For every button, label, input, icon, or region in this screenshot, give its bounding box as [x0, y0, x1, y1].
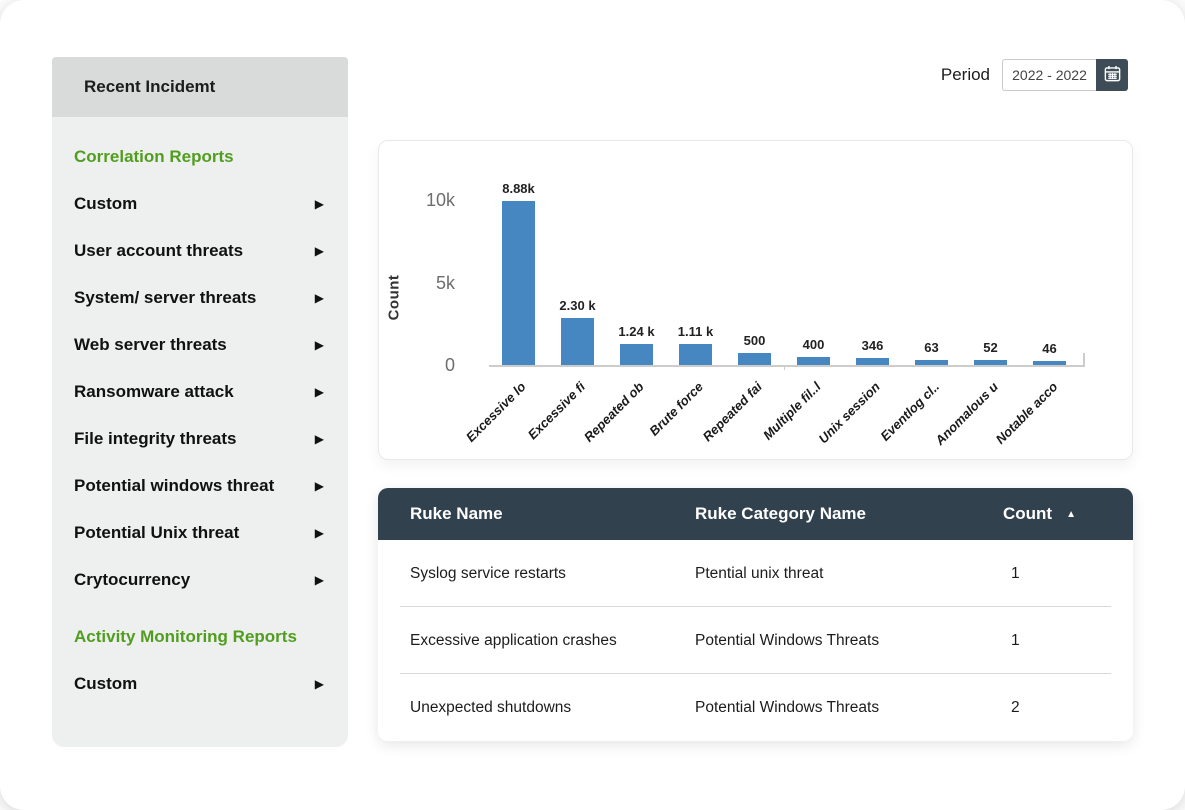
chevron-right-icon: ▶ — [314, 290, 324, 305]
cell-rule-category: Potential Windows Threats — [695, 631, 880, 649]
sidebar-item-crytocurrency[interactable] — [74, 556, 326, 603]
section-title-correlation-reports: Correlation Reports — [74, 146, 234, 166]
x-tick-label: Excessive lo — [463, 379, 530, 445]
cell-rule-name: Unexpected shutdowns — [410, 698, 572, 716]
x-tick-label: Notable acco — [992, 379, 1061, 447]
bar-value-label: 52 — [983, 340, 998, 355]
sidebar-item-label: File integrity threats — [74, 428, 237, 448]
bar-slot — [607, 200, 666, 365]
cell-rule-name: Syslog service restarts — [410, 564, 566, 582]
x-tick-label: Anomalous u — [932, 379, 1002, 448]
bar-slot — [666, 200, 725, 365]
sidebar-item-label: Potential windows threat — [74, 475, 275, 495]
bar-multiple-fil-l[interactable] — [797, 357, 830, 365]
sidebar-item-label: Web server threats — [74, 334, 227, 354]
calendar-button[interactable] — [1096, 59, 1128, 91]
bar-excessive-fi[interactable] — [561, 318, 594, 365]
y-tick-label: 10k — [425, 190, 455, 210]
column-header-label: Count — [1003, 504, 1053, 523]
column-header-label: Ruke Category Name — [695, 504, 867, 523]
x-tick-label: Brute force — [646, 379, 707, 439]
y-axis-ticks — [415, 190, 463, 375]
bar-value-label: 1.24 k — [618, 324, 655, 339]
x-tick-label: Eventlog cl.. — [877, 379, 943, 444]
sidebar-item-web-server-threats[interactable] — [74, 321, 326, 368]
x-axis-mid-tick — [784, 365, 785, 370]
chevron-right-icon: ▶ — [314, 196, 324, 211]
cell-rule-category: Ptential unix threat — [695, 564, 824, 582]
bar-value-label: 8.88k — [502, 181, 535, 196]
sidebar-title: Recent Incidemt — [84, 77, 216, 96]
rule-count-table-card — [378, 488, 1133, 741]
y-axis-title: Count — [385, 274, 403, 321]
x-tick-label: Repeated fai — [699, 379, 766, 445]
bar-value-label: 400 — [802, 337, 825, 352]
bar-value-label: 346 — [861, 338, 884, 353]
chevron-right-icon: ▶ — [314, 572, 324, 587]
bar-value-label: 46 — [1042, 341, 1057, 356]
sidebar-item-custom[interactable] — [74, 660, 326, 707]
cell-rule-category: Potential Windows Threats — [695, 698, 880, 716]
sidebar-item-ransomware-attack[interactable] — [74, 368, 326, 415]
x-axis-labels — [463, 371, 1079, 459]
sidebar-item-label: Ransomware attack — [74, 381, 234, 401]
sort-asc-icon: ▲ — [1066, 508, 1076, 520]
cell-count: 1 — [1011, 564, 1020, 582]
table-body — [378, 540, 1133, 741]
sidebar-item-label: Custom — [74, 193, 138, 213]
bar-unix-session[interactable] — [856, 358, 889, 365]
sidebar-item-label: Potential Unix threat — [74, 522, 240, 542]
bar-repeated-ob[interactable] — [620, 344, 653, 365]
x-tick-label: Unix session — [815, 379, 884, 447]
incident-bar-chart-card — [378, 140, 1133, 460]
cell-count: 2 — [1011, 698, 1020, 716]
bar-excessive-lo[interactable] — [502, 201, 535, 365]
sidebar-item-label: Crytocurrency — [74, 569, 191, 589]
bar-slot — [843, 200, 902, 365]
sidebar-item-file-integrity-threats[interactable] — [74, 415, 326, 462]
sidebar-item-system-server-threats[interactable] — [74, 274, 326, 321]
x-tick-label: Multiple fil..l — [760, 379, 825, 443]
sidebar-item-label: User account threats — [74, 240, 244, 260]
cell-rule-name: Excessive application crashes — [410, 631, 617, 649]
sidebar-item-label: Custom — [74, 673, 138, 693]
chevron-right-icon: ▶ — [314, 431, 324, 446]
sidebar — [52, 57, 348, 747]
bar-value-label: 500 — [743, 333, 766, 348]
y-tick-label: 5k — [435, 273, 455, 293]
sidebar-nav — [52, 117, 348, 707]
x-axis-end-tick — [1083, 353, 1085, 365]
bar-slot — [784, 200, 843, 365]
column-header-label: Ruke Name — [410, 504, 503, 523]
table-header — [378, 488, 1133, 540]
x-tick-label: Excessive fi — [524, 379, 589, 443]
x-tick-label: Repeated ob — [581, 379, 648, 445]
bar-slots — [489, 181, 1079, 365]
chevron-right-icon: ▶ — [314, 478, 324, 493]
column-header-count[interactable] — [1003, 504, 1101, 524]
period-control — [941, 59, 1128, 91]
column-header-ruke-category-name[interactable] — [695, 504, 1003, 524]
bar-brute-force[interactable] — [679, 344, 712, 365]
chevron-right-icon: ▶ — [314, 384, 324, 399]
column-header-ruke-name[interactable] — [410, 504, 695, 524]
bar-value-label: 2.30 k — [559, 298, 596, 313]
table-row[interactable] — [378, 674, 1133, 741]
table-row[interactable] — [378, 540, 1133, 607]
calendar-icon — [1103, 64, 1122, 86]
sidebar-header — [52, 57, 348, 117]
y-tick-label: 0 — [444, 355, 455, 375]
cell-count: 1 — [1011, 631, 1020, 649]
bar-slot — [548, 200, 607, 365]
x-axis-line — [489, 365, 1085, 367]
sidebar-item-custom[interactable] — [74, 180, 326, 227]
sidebar-item-potential-windows-threat[interactable] — [74, 462, 326, 509]
bar-slot — [1020, 200, 1079, 365]
bar-repeated-fai[interactable] — [738, 353, 771, 365]
bar-slot — [961, 200, 1020, 365]
period-range-input[interactable] — [1002, 59, 1096, 91]
chevron-right-icon: ▶ — [314, 525, 324, 540]
table-row[interactable] — [378, 607, 1133, 674]
sidebar-item-label: System/ server threats — [74, 287, 257, 307]
period-label: Period — [940, 65, 990, 84]
bar-slot — [902, 200, 961, 365]
section-title-activity-monitoring-reports: Activity Monitoring Reports — [74, 626, 297, 646]
chevron-right-icon: ▶ — [314, 337, 324, 352]
bar-value-label: 1.11 k — [677, 324, 714, 339]
bar-slot — [725, 200, 784, 365]
sidebar-item-user-account-threats[interactable] — [74, 227, 326, 274]
bar-slot — [489, 181, 548, 365]
sidebar-item-potential-unix-threat[interactable] — [74, 509, 326, 556]
chevron-right-icon: ▶ — [314, 676, 324, 691]
bar-value-label: 63 — [924, 340, 939, 355]
chevron-right-icon: ▶ — [314, 243, 324, 258]
